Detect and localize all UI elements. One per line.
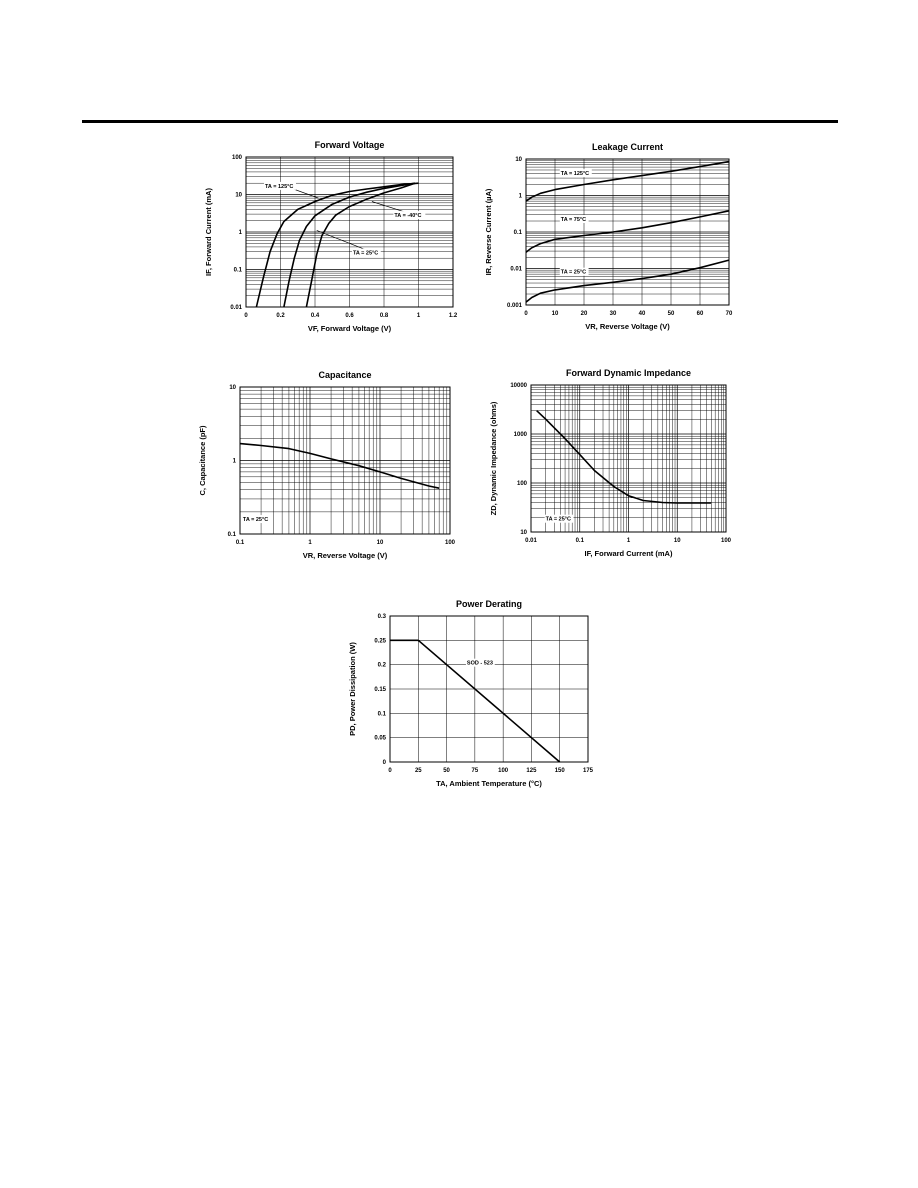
y-tick-label: 10 bbox=[229, 385, 236, 391]
annotation-label: TA = 25°C bbox=[242, 517, 269, 524]
x-tick-label: 100 bbox=[720, 538, 732, 544]
annotation-label: TA = 125°C bbox=[264, 183, 294, 190]
chart-pd bbox=[348, 599, 594, 788]
x-tick-label: 10 bbox=[673, 538, 681, 544]
x-axis-label: VF, Forward Voltage (V) bbox=[307, 324, 392, 333]
x-tick-label: 0 bbox=[524, 311, 528, 317]
x-tick-label: 0.6 bbox=[345, 313, 354, 319]
x-tick-label: 0 bbox=[388, 768, 392, 774]
series-line-2 bbox=[306, 183, 415, 307]
y-axis-label: IF, Forward Current (mA) bbox=[204, 188, 213, 276]
y-tick-label: 0.001 bbox=[506, 303, 522, 309]
x-tick-label: 0.1 bbox=[235, 540, 245, 546]
chart-lc bbox=[484, 142, 733, 331]
chart-title: Leakage Current bbox=[591, 142, 664, 152]
chart-title: Capacitance bbox=[318, 370, 372, 380]
annotation-label: TA = 25°C bbox=[560, 269, 587, 276]
x-axis-label: IF, Forward Current (mA) bbox=[584, 549, 673, 558]
y-tick-label: 0.1 bbox=[233, 267, 242, 274]
y-axis-label: IR, Reverse Current (µA) bbox=[484, 188, 493, 276]
chart-fdi bbox=[489, 368, 732, 558]
y-tick-label: 0.1 bbox=[227, 532, 236, 538]
y-tick-label: 10 bbox=[235, 192, 242, 199]
x-tick-label: 0.8 bbox=[379, 313, 389, 319]
series-line-2 bbox=[526, 260, 729, 302]
x-tick-label: 40 bbox=[638, 311, 646, 317]
x-tick-label: 1 bbox=[416, 313, 421, 319]
x-tick-label: 100 bbox=[498, 768, 509, 774]
x-tick-label: 50 bbox=[443, 768, 450, 774]
x-tick-label: 10 bbox=[551, 311, 559, 317]
x-tick-label: 1 bbox=[308, 540, 312, 546]
x-tick-label: 150 bbox=[554, 768, 565, 774]
chart-title: Forward Dynamic Impedance bbox=[565, 368, 692, 378]
x-tick-label: 0.1 bbox=[575, 538, 584, 544]
y-axis-label: PD, Power Dissipation (W) bbox=[348, 642, 357, 736]
y-tick-label: 0 bbox=[382, 760, 386, 766]
grid bbox=[531, 385, 726, 532]
x-tick-label: 70 bbox=[725, 311, 733, 317]
y-tick-label: 1 bbox=[518, 193, 522, 200]
grid bbox=[526, 159, 729, 305]
grid bbox=[390, 616, 588, 762]
chart-fv bbox=[204, 140, 458, 333]
y-tick-label: 1 bbox=[232, 458, 236, 465]
y-tick-label: 0.15 bbox=[374, 687, 386, 693]
x-tick-label: 125 bbox=[526, 768, 537, 774]
y-tick-label: 1000 bbox=[513, 432, 527, 438]
y-tick-label: 0.3 bbox=[377, 614, 386, 620]
y-axis-label: ZD, Dynamic Impedance (ohms) bbox=[489, 401, 498, 516]
chart-cap bbox=[198, 370, 456, 560]
annotation-label: TA = -40°C bbox=[394, 213, 422, 220]
grid bbox=[240, 387, 450, 534]
x-tick-label: 20 bbox=[580, 311, 588, 317]
x-tick-label: 0.01 bbox=[525, 538, 537, 544]
y-tick-label: 0.25 bbox=[374, 638, 386, 645]
y-tick-label: 100 bbox=[231, 155, 242, 161]
x-tick-label: 10 bbox=[376, 540, 384, 546]
y-tick-label: 0.2 bbox=[377, 662, 386, 669]
y-tick-label: 1 bbox=[238, 230, 242, 236]
y-tick-label: 10 bbox=[520, 530, 527, 536]
x-axis-label: VR, Reverse Voltage (V) bbox=[585, 322, 670, 331]
y-tick-label: 0.1 bbox=[513, 230, 522, 236]
x-tick-label: 60 bbox=[696, 311, 704, 317]
annotation-label: TA = 25°C bbox=[352, 250, 379, 257]
x-tick-label: 1.2 bbox=[448, 313, 458, 319]
x-tick-label: 1 bbox=[626, 538, 631, 544]
chart-title: Forward Voltage bbox=[314, 140, 385, 150]
y-tick-label: 0.05 bbox=[374, 735, 386, 742]
annotation-label: TA = 25°C bbox=[545, 516, 571, 523]
series-line-0 bbox=[240, 444, 439, 489]
y-tick-label: 0.01 bbox=[510, 266, 522, 273]
x-tick-label: 0 bbox=[244, 313, 248, 319]
x-axis-label: VR, Reverse Voltage (V) bbox=[302, 551, 388, 560]
x-tick-label: 75 bbox=[471, 768, 479, 774]
x-tick-label: 0.2 bbox=[276, 313, 285, 319]
annotation-label: TA = 125°C bbox=[560, 171, 590, 178]
annotation-label: TA = 75°C bbox=[560, 217, 587, 224]
y-tick-label: 0.01 bbox=[230, 305, 242, 311]
y-tick-label: 10000 bbox=[510, 383, 527, 389]
x-axis-label: TA, Ambient Temperature (°C) bbox=[436, 779, 542, 788]
x-tick-label: 175 bbox=[582, 768, 594, 774]
x-tick-label: 30 bbox=[609, 311, 617, 317]
grid bbox=[246, 157, 453, 307]
x-tick-label: 25 bbox=[414, 768, 422, 774]
chart-title: Power Derating bbox=[455, 599, 523, 609]
series-line-1 bbox=[526, 211, 729, 252]
x-tick-label: 100 bbox=[444, 540, 456, 546]
x-tick-label: 50 bbox=[667, 311, 675, 317]
y-tick-label: 100 bbox=[516, 481, 527, 487]
annotation-label: SOD - 523 bbox=[466, 660, 493, 667]
y-axis-label: C, Capacitance (pF) bbox=[198, 425, 207, 496]
y-tick-label: 10 bbox=[515, 157, 522, 163]
y-tick-label: 0.1 bbox=[377, 711, 386, 718]
x-tick-label: 0.4 bbox=[310, 313, 320, 319]
